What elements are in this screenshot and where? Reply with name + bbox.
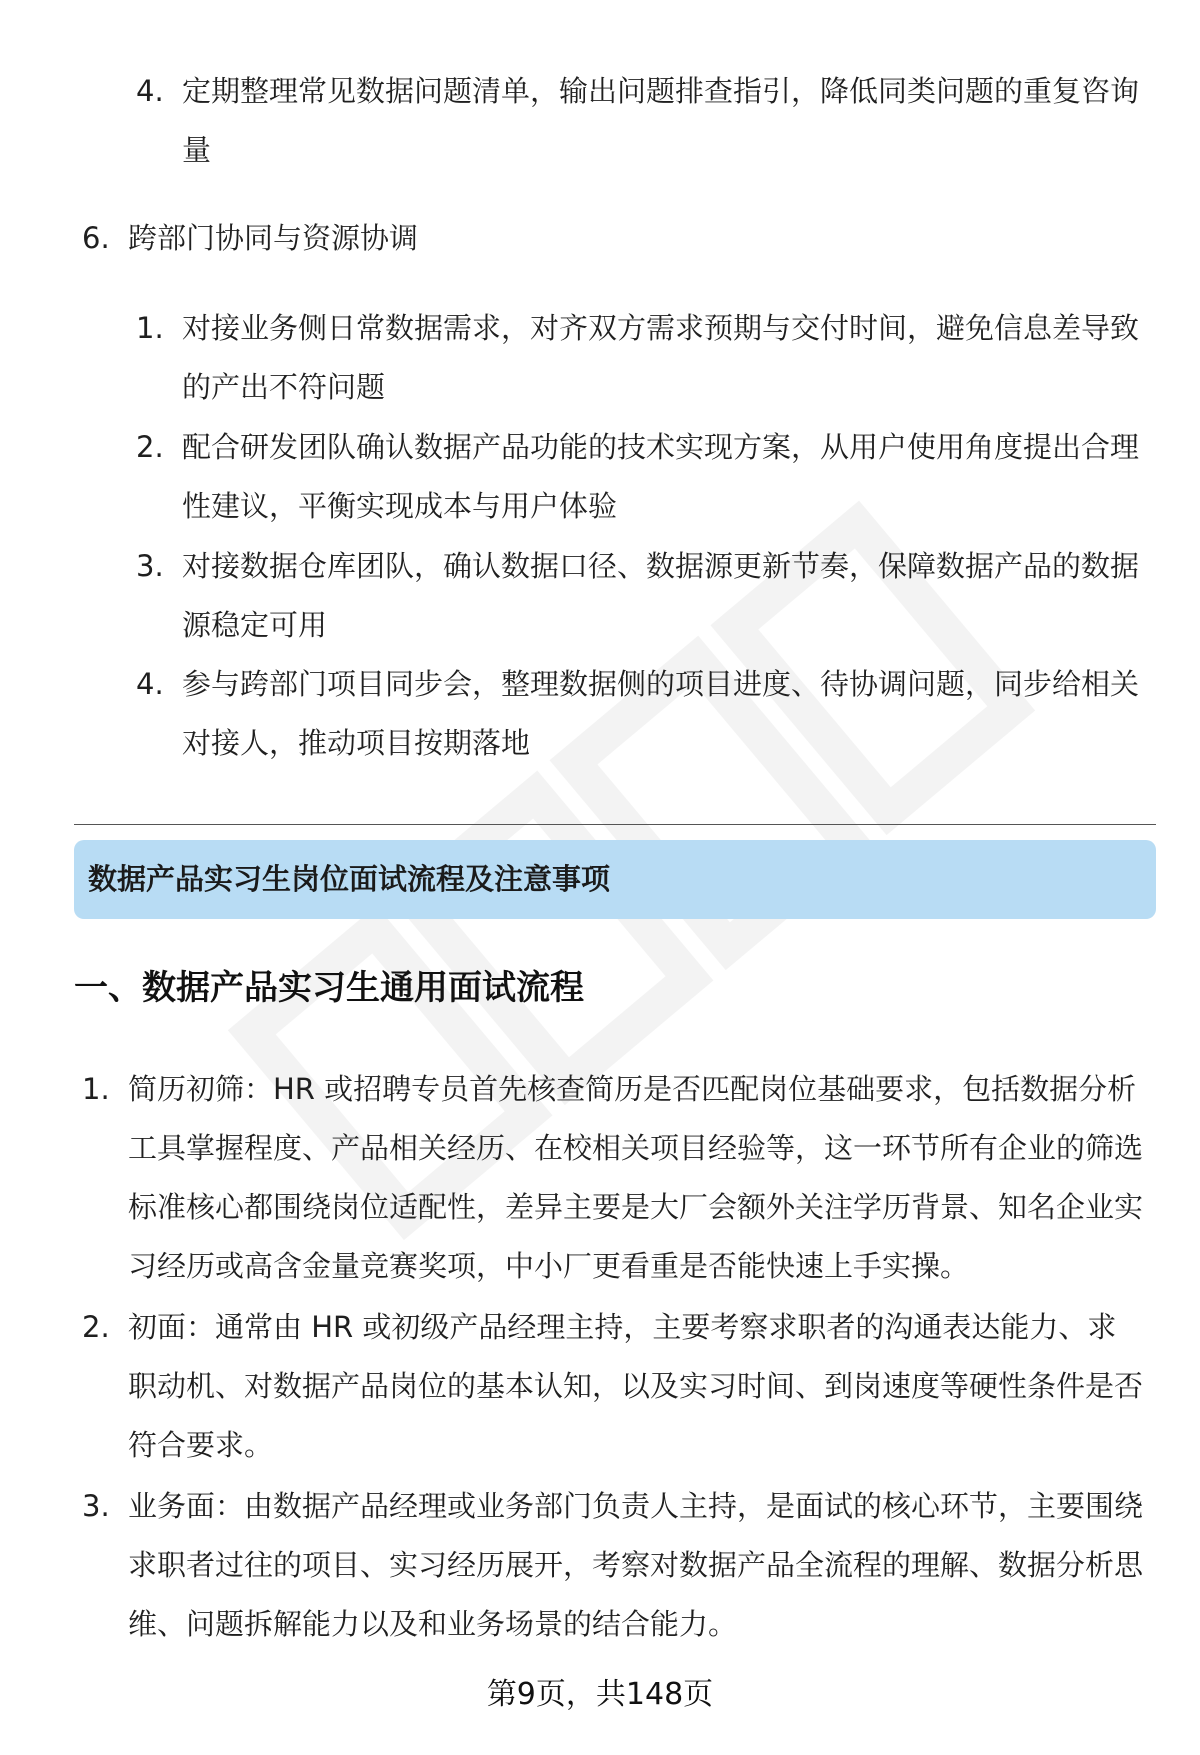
list-item-text: 参与跨部门项目同步会，整理数据侧的项目进度、待协调问题，同步给相关对接人，推动项目按期落地 xyxy=(182,667,1140,760)
list-item-number: 1. xyxy=(82,1072,110,1106)
list-item-text: 跨部门协同与资源协调 xyxy=(128,221,419,255)
list-item-text: 对接数据仓库团队，确认数据口径、数据源更新节奏，保障数据产品的数据源稳定可用 xyxy=(182,549,1140,642)
list-item-number: 2. xyxy=(136,430,164,464)
list-item-number: 3. xyxy=(136,549,164,583)
list-item-number: 3. xyxy=(82,1489,110,1523)
list-item-text: 业务面：由数据产品经理或业务部门负责人主持，是面试的核心环节，主要围绕求职者过往的项目、实习经历展开，考察对数据产品全流程的理解、数据分析思维、问题拆解能力以及和业务场景的结合能力。 xyxy=(128,1489,1144,1641)
list-item-text: 定期整理常见数据问题清单，输出问题排查指引，降低同类问题的重复咨询量 xyxy=(182,74,1140,167)
section-banner xyxy=(74,840,1156,919)
list-item-text: 初面：通常由 HR 或初级产品经理主持，主要考察求职者的沟通表达能力、求职动机、对数据产品岗位的基本认知，以及实习时间、到岗速度等硬性条件是否符合要求。 xyxy=(128,1310,1144,1462)
list-item-number: 4. xyxy=(136,74,164,108)
list-item-text: 对接业务侧日常数据需求，对齐双方需求预期与交付时间，避免信息差导致的产出不符问题 xyxy=(182,311,1140,404)
section-heading: 一、数据产品实习生通用面试流程 xyxy=(74,968,584,1008)
banner-title: 数据产品实习生岗位面试流程及注意事项 xyxy=(88,862,611,896)
list-item-number: 2. xyxy=(82,1310,110,1344)
list-item-number: 4. xyxy=(136,667,164,701)
list-item-text: 简历初筛：HR 或招聘专员首先核查简历是否匹配岗位基础要求，包括数据分析工具掌握程度、产品相关经历、在校相关项目经验等，这一环节所有企业的筛选标准核心都围绕岗位适配性，差异主要是大厂会额外关注学历背景、知名企业实习经历或高含金量竞赛奖项，中小厂更看重是否能快速上手实操。 xyxy=(128,1072,1144,1283)
section-divider xyxy=(74,824,1156,825)
page-footer: 第9页，共148页 xyxy=(486,1677,714,1712)
list-item-text: 配合研发团队确认数据产品功能的技术实现方案，从用户使用角度提出合理性建议，平衡实现成本与用户体验 xyxy=(182,430,1140,523)
list-item-number: 6. xyxy=(82,221,110,255)
list-item-number: 1. xyxy=(136,311,164,345)
